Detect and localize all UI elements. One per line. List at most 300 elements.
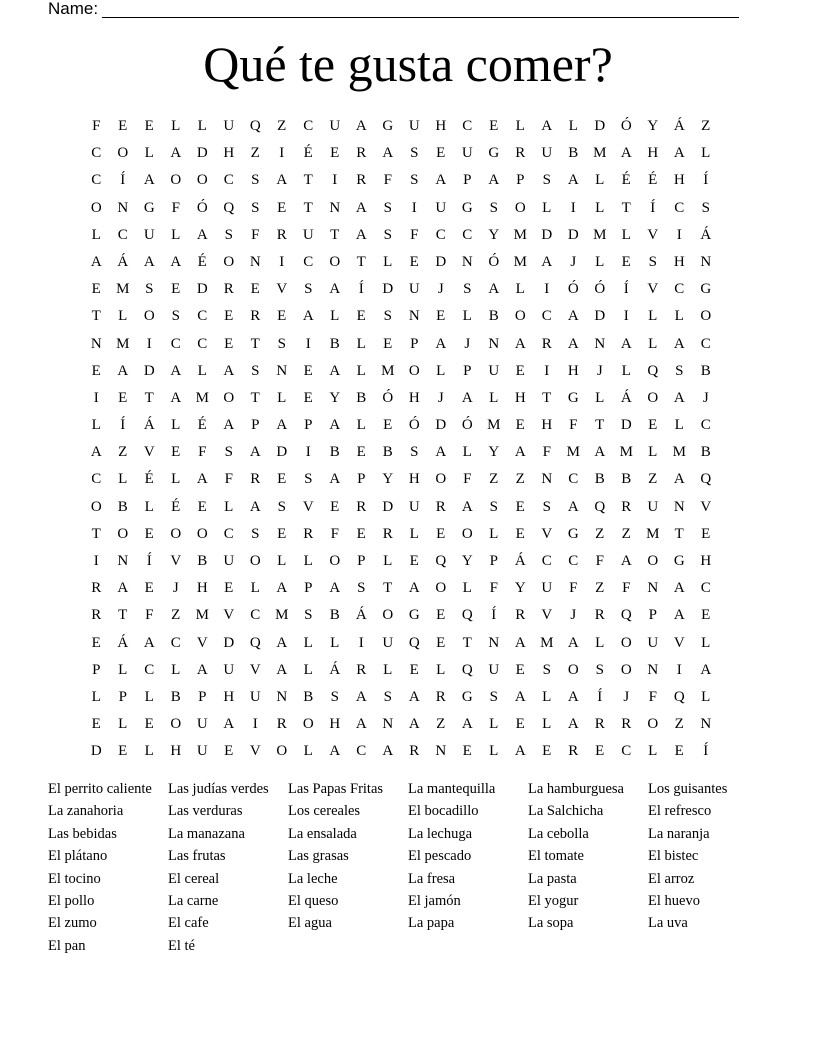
- word-list-item: [288, 935, 408, 957]
- grid-letter: V: [143, 444, 155, 461]
- word-list-item: La papa: [408, 915, 455, 932]
- grid-letter: T: [674, 525, 684, 542]
- grid-letter: H: [408, 471, 420, 488]
- grid-letter: A: [435, 172, 447, 189]
- grid-letter: L: [91, 417, 101, 434]
- grid-letter: A: [541, 253, 553, 270]
- grid-letter: A: [196, 661, 208, 678]
- grid-letter: A: [620, 335, 632, 352]
- grid-letter: R: [515, 607, 526, 624]
- grid-letter: C: [170, 634, 181, 651]
- grid-letter: T: [303, 199, 313, 216]
- grid-letter: A: [514, 335, 526, 352]
- word-list-item: Los cereales: [288, 803, 361, 820]
- grid-letter: U: [196, 716, 208, 733]
- grid-letter: O: [647, 553, 659, 569]
- grid-letter: I: [305, 444, 311, 461]
- grid-letter: L: [383, 661, 393, 678]
- grid-letter: I: [358, 634, 364, 651]
- grid-letter: C: [303, 253, 314, 270]
- grid-letter: Y: [488, 226, 500, 243]
- grid-letter: N: [276, 688, 288, 705]
- grid-letter: B: [568, 145, 579, 162]
- grid-letter: L: [648, 308, 658, 325]
- grid-letter: E: [330, 498, 340, 515]
- grid-letter: D: [567, 226, 579, 243]
- grid-letter: S: [463, 281, 472, 298]
- grid-letter: A: [249, 444, 261, 461]
- grid-letter: E: [701, 525, 711, 542]
- grid-letter: N: [461, 253, 473, 270]
- word-list-item: Las Papas Fritas: [288, 781, 384, 797]
- grid-letter: A: [249, 498, 261, 515]
- grid-letter: O: [700, 308, 712, 325]
- grid-letter: F: [463, 471, 472, 488]
- grid-letter: S: [330, 688, 339, 705]
- grid-letter: L: [701, 688, 711, 705]
- grid-letter: Ó: [594, 281, 606, 298]
- grid-letter: L: [91, 688, 101, 705]
- grid-letter: V: [541, 525, 553, 542]
- grid-letter: O: [567, 661, 579, 678]
- grid-letter: R: [303, 525, 314, 542]
- grid-letter: A: [461, 716, 473, 733]
- grid-letter: O: [302, 716, 314, 733]
- grid-letter: A: [329, 580, 341, 597]
- grid-letter: L: [648, 335, 658, 352]
- grid-row: [83, 412, 719, 439]
- grid-letter: F: [251, 226, 260, 243]
- grid-row: [83, 358, 719, 385]
- grid-letter: Í: [623, 281, 629, 298]
- grid-letter: L: [118, 661, 128, 678]
- grid-letter: O: [90, 199, 102, 216]
- grid-letter: E: [383, 417, 393, 434]
- grid-letter: C: [91, 471, 102, 488]
- grid-letter: U: [488, 362, 500, 379]
- grid-letter: N: [276, 362, 288, 379]
- grid-letter: Í: [146, 553, 152, 569]
- grid-row: [83, 222, 719, 249]
- word-list-item: La sopa: [528, 915, 574, 932]
- grid-letter: M: [381, 362, 395, 379]
- grid-letter: M: [593, 226, 607, 243]
- word-list-item: La zanahoria: [48, 803, 124, 820]
- grid-letter: B: [329, 335, 340, 352]
- grid-letter: A: [276, 661, 288, 678]
- grid-letter: E: [144, 525, 154, 542]
- grid-letter: N: [647, 580, 659, 597]
- grid-letter: R: [515, 145, 526, 162]
- grid-letter: É: [197, 253, 207, 270]
- grid-letter: I: [544, 362, 550, 379]
- grid-letter: V: [700, 498, 712, 515]
- grid-letter: Á: [355, 607, 367, 624]
- grid-letter: F: [330, 525, 339, 542]
- grid-letter: V: [647, 281, 659, 298]
- grid-letter: L: [462, 308, 472, 325]
- grid-letter: O: [620, 661, 632, 678]
- grid-letter: Y: [647, 118, 659, 134]
- grid-letter: P: [118, 688, 127, 705]
- grid-letter: H: [673, 253, 685, 270]
- grid-letter: Í: [120, 417, 126, 434]
- grid-letter: L: [303, 634, 313, 651]
- grid-letter: A: [567, 634, 579, 651]
- word-list-item: El arroz: [648, 870, 695, 887]
- word-list-item: Las bebidas: [48, 825, 117, 842]
- grid-letter: G: [673, 553, 685, 569]
- grid-letter: A: [196, 471, 208, 488]
- grid-letter: B: [117, 498, 128, 515]
- grid-letter: Á: [514, 553, 526, 569]
- grid-letter: A: [514, 444, 526, 461]
- grid-letter: O: [435, 580, 447, 597]
- grid-letter: L: [171, 661, 181, 678]
- grid-letter: T: [91, 308, 101, 325]
- grid-letter: V: [541, 607, 553, 624]
- grid-letter: J: [172, 580, 179, 597]
- grid-letter: R: [382, 525, 393, 542]
- grid-letter: A: [90, 253, 102, 270]
- grid-letter: T: [356, 253, 366, 270]
- grid-letter: R: [223, 281, 234, 298]
- grid-letter: O: [647, 716, 659, 733]
- grid-letter: Y: [329, 389, 341, 406]
- grid-letter: H: [329, 716, 341, 733]
- grid-letter: I: [676, 661, 682, 678]
- word-list-item: [528, 935, 648, 957]
- grid-letter: B: [594, 471, 605, 488]
- grid-letter: A: [620, 145, 632, 162]
- grid-letter: A: [143, 172, 155, 189]
- grid-row: [83, 738, 719, 765]
- grid-letter: T: [250, 335, 260, 352]
- grid-letter: A: [355, 716, 367, 733]
- grid-letter: T: [330, 226, 340, 243]
- grid-letter: S: [489, 199, 498, 216]
- grid-letter: U: [223, 553, 235, 569]
- grid-letter: Z: [171, 607, 181, 624]
- grid-letter: D: [382, 498, 394, 515]
- word-list-item: El pollo: [48, 893, 95, 910]
- grid-letter: O: [276, 743, 288, 760]
- grid-row: [83, 195, 719, 222]
- grid-row: [83, 249, 719, 276]
- grid-letter: E: [224, 580, 234, 597]
- grid-letter: S: [383, 199, 392, 216]
- grid-letter: F: [622, 580, 631, 597]
- grid-letter: L: [515, 281, 525, 298]
- grid-letter: E: [118, 743, 128, 760]
- grid-row: [83, 385, 719, 412]
- grid-letter: L: [462, 444, 472, 461]
- grid-row: [83, 711, 719, 738]
- grid-letter: R: [568, 743, 579, 760]
- grid-letter: U: [408, 118, 420, 134]
- grid-letter: E: [171, 444, 181, 461]
- grid-letter: A: [117, 362, 129, 379]
- grid-letter: P: [463, 362, 472, 379]
- grid-letter: A: [567, 688, 579, 705]
- grid-letter: A: [329, 743, 341, 760]
- grid-letter: A: [302, 308, 314, 325]
- grid-letter: A: [276, 580, 288, 597]
- grid-letter: E: [224, 743, 234, 760]
- grid-letter: O: [514, 308, 526, 325]
- grid-letter: H: [673, 172, 685, 189]
- grid-letter: G: [567, 389, 579, 406]
- grid-letter: T: [462, 634, 472, 651]
- grid-letter: A: [329, 417, 341, 434]
- grid-letter: Z: [277, 118, 287, 134]
- grid-letter: A: [700, 661, 712, 678]
- grid-letter: Ó: [461, 417, 473, 434]
- grid-row: [83, 276, 719, 303]
- grid-letter: S: [304, 607, 313, 624]
- grid-letter: U: [647, 498, 659, 515]
- grid-letter: R: [91, 580, 102, 597]
- grid-letter: C: [356, 743, 367, 760]
- grid-letter: E: [144, 580, 154, 597]
- grid-letter: Z: [436, 716, 446, 733]
- grid-letter: M: [566, 444, 580, 461]
- grid-letter: M: [513, 253, 527, 270]
- grid-letter: A: [435, 335, 447, 352]
- grid-letter: A: [355, 226, 367, 243]
- grid-letter: P: [198, 688, 207, 705]
- grid-letter: C: [91, 172, 102, 189]
- grid-letter: M: [487, 417, 501, 434]
- grid-letter: N: [594, 335, 606, 352]
- grid-letter: T: [91, 525, 101, 542]
- grid-letter: O: [329, 553, 341, 569]
- grid-letter: O: [514, 199, 526, 216]
- grid-letter: N: [117, 199, 129, 216]
- grid-letter: O: [117, 145, 129, 162]
- grid-letter: Á: [329, 661, 341, 678]
- grid-letter: Y: [488, 444, 500, 461]
- grid-letter: I: [623, 308, 629, 325]
- grid-letter: L: [330, 634, 340, 651]
- grid-letter: C: [117, 226, 128, 243]
- grid-letter: A: [673, 580, 685, 597]
- grid-letter: G: [700, 281, 712, 298]
- grid-letter: E: [224, 308, 234, 325]
- grid-letter: F: [92, 118, 101, 134]
- grid-letter: S: [357, 580, 366, 597]
- grid-letter: E: [144, 716, 154, 733]
- grid-letter: R: [541, 335, 552, 352]
- grid-letter: É: [648, 172, 658, 189]
- grid-letter: N: [90, 335, 102, 352]
- name-field[interactable]: [48, 0, 739, 18]
- grid-letter: J: [623, 688, 630, 705]
- grid-letter: R: [435, 688, 446, 705]
- grid-letter: D: [382, 281, 394, 298]
- grid-letter: E: [91, 362, 101, 379]
- grid-letter: Á: [673, 118, 685, 134]
- grid-letter: L: [356, 417, 366, 434]
- word-list-item: El refresco: [648, 803, 712, 820]
- grid-letter: L: [277, 553, 287, 569]
- word-list-item: El jamón: [408, 893, 461, 910]
- word-list-item: La mantequilla: [408, 781, 496, 797]
- word-list-item: Los guisantes: [648, 781, 728, 797]
- grid-letter: S: [542, 498, 551, 515]
- grid-letter: Z: [595, 580, 605, 597]
- grid-letter: A: [673, 389, 685, 406]
- grid-letter: Q: [594, 498, 606, 515]
- grid-letter: D: [541, 226, 553, 243]
- grid-letter: A: [90, 444, 102, 461]
- grid-letter: U: [249, 688, 261, 705]
- grid-letter: E: [277, 199, 287, 216]
- grid-letter: A: [673, 607, 685, 624]
- grid-letter: T: [118, 607, 128, 624]
- word-list-item: El cereal: [168, 870, 220, 887]
- grid-letter: L: [648, 444, 658, 461]
- grid-letter: V: [223, 607, 235, 624]
- grid-letter: Á: [143, 417, 155, 434]
- grid-letter: S: [145, 281, 154, 298]
- grid-letter: S: [304, 281, 313, 298]
- grid-letter: J: [437, 281, 444, 298]
- grid-letter: Y: [461, 553, 473, 569]
- word-list-item: La pasta: [528, 870, 577, 887]
- grid-letter: A: [620, 553, 632, 569]
- grid-letter: V: [249, 661, 261, 678]
- grid-letter: E: [436, 145, 446, 162]
- grid-letter: A: [329, 281, 341, 298]
- grid-letter: S: [383, 308, 392, 325]
- word-list-item: El yogur: [528, 893, 579, 910]
- grid-letter: E: [515, 362, 525, 379]
- grid-letter: Á: [620, 389, 632, 406]
- grid-letter: T: [303, 172, 313, 189]
- grid-letter: R: [250, 471, 261, 488]
- grid-letter: M: [646, 525, 660, 542]
- grid-letter: H: [223, 145, 235, 162]
- grid-letter: A: [355, 688, 367, 705]
- grid-letter: E: [171, 281, 181, 298]
- word-list-item: La hamburguesa: [528, 781, 624, 797]
- grid-letter: A: [461, 498, 473, 515]
- word-list-item: La lechuga: [408, 825, 473, 842]
- grid-row: [83, 575, 719, 602]
- grid-letter: S: [171, 308, 180, 325]
- grid-letter: Ó: [196, 199, 208, 216]
- grid-letter: S: [675, 362, 684, 379]
- grid-letter: R: [356, 172, 367, 189]
- word-list-item: El tocino: [48, 870, 101, 887]
- grid-letter: L: [701, 634, 711, 651]
- grid-letter: Ó: [382, 389, 394, 406]
- grid-letter: Z: [118, 444, 128, 461]
- grid-letter: L: [489, 716, 499, 733]
- grid-letter: A: [223, 417, 235, 434]
- word-search-grid: [83, 113, 719, 766]
- grid-letter: L: [595, 253, 605, 270]
- grid-letter: L: [118, 716, 128, 733]
- grid-letter: A: [276, 172, 288, 189]
- grid-letter: A: [408, 580, 420, 597]
- grid-letter: Q: [647, 362, 659, 379]
- grid-letter: L: [171, 471, 181, 488]
- grid-letter: E: [144, 118, 154, 134]
- word-list-item: El pan: [48, 937, 86, 954]
- word-list-item: El cafe: [168, 915, 209, 932]
- grid-letter: E: [462, 743, 472, 760]
- grid-letter: Z: [489, 471, 499, 488]
- grid-letter: L: [383, 253, 393, 270]
- grid-letter: L: [674, 417, 684, 434]
- grid-letter: Á: [700, 226, 712, 243]
- grid-letter: D: [223, 634, 235, 651]
- grid-letter: H: [435, 118, 447, 134]
- grid-letter: D: [143, 362, 155, 379]
- grid-letter: C: [541, 308, 552, 325]
- grid-letter: L: [701, 145, 711, 162]
- grid-letter: H: [196, 580, 208, 597]
- grid-letter: A: [461, 389, 473, 406]
- grid-letter: U: [647, 634, 659, 651]
- grid-letter: L: [489, 389, 499, 406]
- grid-letter: S: [277, 335, 286, 352]
- grid-letter: B: [621, 471, 632, 488]
- grid-letter: E: [303, 362, 313, 379]
- grid-letter: E: [515, 716, 525, 733]
- grid-letter: L: [144, 688, 154, 705]
- grid-letter: O: [196, 172, 208, 189]
- grid-row: [83, 657, 719, 684]
- grid-letter: U: [143, 226, 155, 243]
- word-list-item: El zumo: [48, 915, 97, 932]
- grid-row: [83, 303, 719, 330]
- word-list-item: El huevo: [648, 893, 700, 910]
- word-list-item: Las grasas: [288, 848, 349, 865]
- grid-letter: H: [567, 362, 579, 379]
- grid-letter: A: [329, 471, 341, 488]
- grid-letter: L: [171, 118, 181, 134]
- grid-letter: L: [409, 525, 419, 542]
- grid-letter: U: [302, 226, 314, 243]
- grid-letter: L: [118, 471, 128, 488]
- grid-letter: V: [276, 281, 288, 298]
- grid-letter: Q: [435, 553, 447, 569]
- word-list-item: [648, 935, 768, 957]
- grid-letter: R: [356, 145, 367, 162]
- grid-letter: O: [249, 553, 261, 569]
- word-list-item: La carne: [168, 893, 219, 910]
- grid-letter: B: [197, 553, 208, 569]
- grid-letter: E: [436, 634, 446, 651]
- grid-letter: I: [411, 199, 417, 216]
- grid-letter: É: [621, 172, 631, 189]
- grid-letter: Í: [120, 172, 126, 189]
- grid-letter: Z: [621, 525, 631, 542]
- grid-letter: O: [408, 362, 420, 379]
- grid-letter: M: [195, 607, 209, 624]
- grid-letter: U: [408, 281, 420, 298]
- grid-letter: I: [279, 145, 285, 162]
- grid-letter: A: [329, 362, 341, 379]
- grid-letter: E: [197, 498, 207, 515]
- name-underline[interactable]: [102, 2, 739, 18]
- grid-letter: H: [223, 688, 235, 705]
- grid-letter: D: [196, 281, 208, 298]
- grid-letter: C: [223, 525, 234, 542]
